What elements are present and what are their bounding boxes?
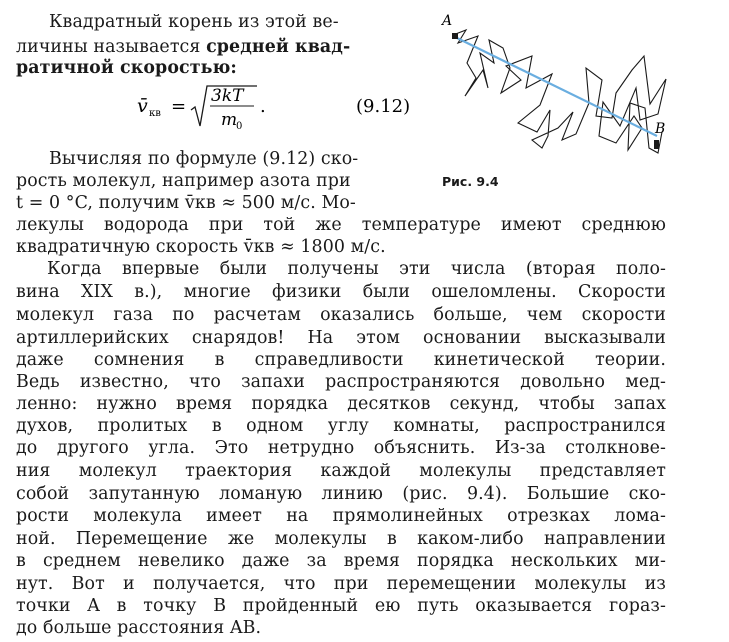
figure-caption: Рис. 9.4: [442, 174, 499, 189]
formula-denominator: m: [221, 110, 238, 130]
para3-line4: артиллерийских снарядов! На этом основании высказывали: [16, 328, 666, 348]
formula-9-12: [137, 82, 437, 132]
displacement-line-ab: [455, 37, 657, 136]
para3-line2: вина XIX в.), многие физики были ошеломлены. Скорости: [16, 282, 666, 302]
para2-line2: рость молекул, например азота при: [16, 171, 351, 191]
para3-line12: рости молекула имеет на прямолинейных отрезках лома-: [16, 506, 666, 526]
para3-line15: нут. Вот и получается, что при перемещении молекулы из: [16, 574, 666, 594]
para3-line9: до другого угла. Это нетрудно объяснить. Из-за столкнове-: [16, 438, 666, 458]
para3-line11: собой запутанную ломаную линию (рис. 9.4). Большие ско-: [16, 484, 666, 504]
para1-line2: [16, 37, 350, 57]
para1-term-bold: средней квад-: [206, 37, 351, 57]
para3-line1: Когда впервые были получены эти числа (вторая поло-: [47, 259, 666, 279]
para1-line3: ратичной скоростью:: [16, 58, 237, 78]
formula-period: .: [260, 96, 266, 117]
formula-number: (9.12): [356, 96, 411, 117]
point-a-marker: [452, 33, 458, 39]
para3-line17: до больше расстояния AB.: [16, 618, 262, 638]
para3-line3: молекул газа по расчетам оказались больше, чем скорости: [16, 305, 666, 325]
para2-line5: квадратичную скорость v̄кв ≈ 1800 м/с.: [16, 237, 386, 257]
para3-line6: Ведь известно, что запахи распространяются довольно мед-: [16, 372, 666, 392]
para2-line4: лекулы водорода при той же температуре имеют среднюю: [16, 215, 666, 235]
para1-line1: Квадратный корень из этой ве-: [49, 12, 339, 32]
formula-denominator-sub: 0: [236, 121, 243, 132]
formula-lhs: v̄: [137, 95, 148, 117]
formula-equals: =: [171, 96, 187, 117]
molecule-trajectory-path: [453, 30, 666, 153]
para2-line3: t = 0 °C, получим v̄кв ≈ 500 м/с. Мо-: [16, 193, 356, 213]
formula-lhs-sub: кв: [149, 108, 161, 119]
para3-line8: духов, пролитых в одном углу комнаты, распространился: [16, 416, 666, 436]
point-b-marker: [654, 140, 659, 149]
label-b: B: [655, 121, 666, 137]
para3-line10: ния молекул траектория каждой молекулы представляет: [16, 461, 666, 481]
para3-line5: даже сомнения в справедливости кинетической теории.: [16, 350, 666, 370]
para3-line7: ленно: нужно время порядка десятков секунд, чтобы запах: [16, 394, 666, 414]
para3-line16: точки A в точку B пройденный ею путь оказывается гораз-: [16, 596, 666, 616]
formula-numerator: 3kT: [211, 86, 244, 106]
label-a: A: [442, 13, 453, 29]
para1-line2-plain: личины называется: [16, 37, 207, 57]
para3-line14: в среднем невелико даже за время порядка нескольких ми-: [16, 551, 666, 571]
para3-line13: ной. Перемещение же молекулы в каком-либо направлении: [16, 529, 666, 549]
para2-line1: Вычисляя по формуле (9.12) ско-: [49, 149, 359, 169]
figure-9-4: [436, 8, 726, 198]
